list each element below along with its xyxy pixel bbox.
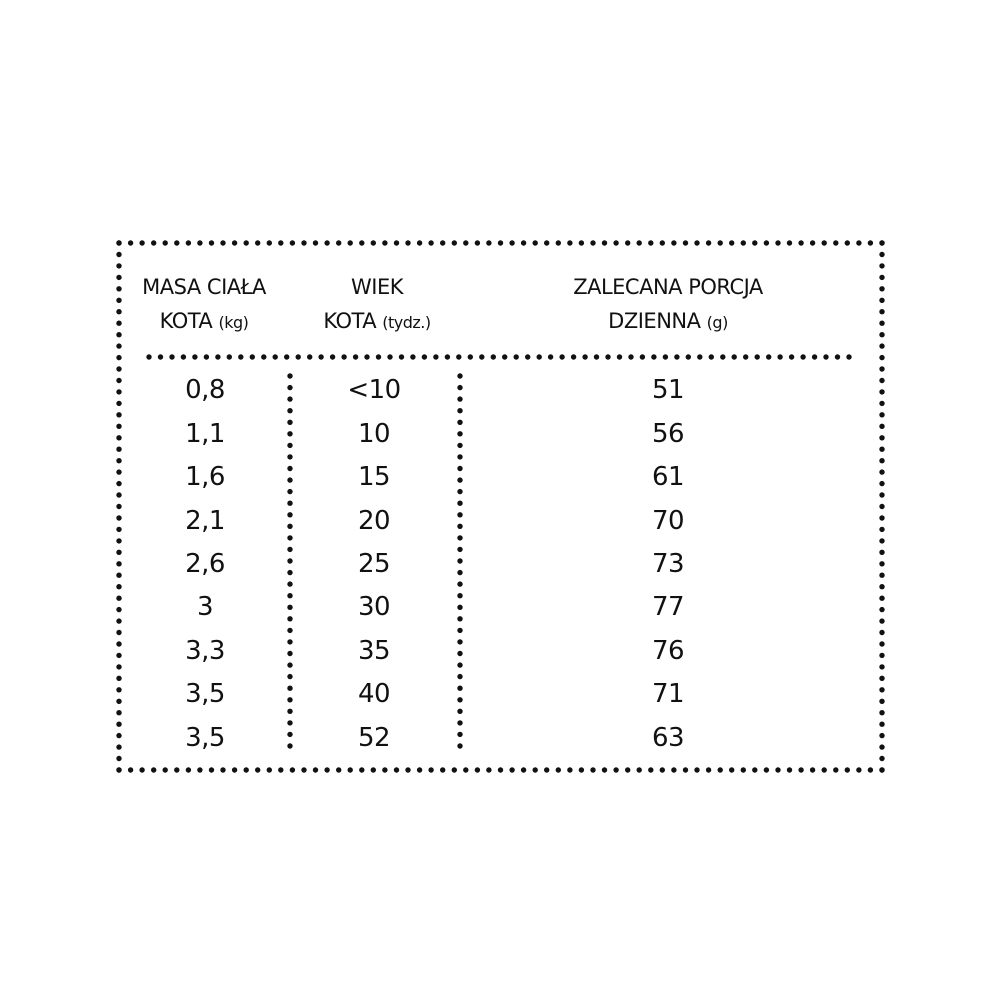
table-cell-mass: 2,1 bbox=[185, 506, 225, 536]
header-daily-portion-line1: ZALECANA PORCJA bbox=[573, 275, 763, 299]
header-daily-portion bbox=[573, 270, 763, 340]
column-separator-2-dots bbox=[457, 373, 462, 748]
header-body-mass-line1: MASA CIAŁA bbox=[142, 275, 266, 299]
table-cell-portion: 63 bbox=[651, 723, 685, 753]
header-age bbox=[323, 270, 430, 340]
table-cell-portion: 70 bbox=[651, 506, 685, 536]
header-age-line1: WIEK bbox=[351, 275, 403, 299]
table-cell-age: 20 bbox=[357, 506, 391, 536]
table-cell-age: 10 bbox=[357, 419, 391, 449]
table-cell-mass: 3,5 bbox=[185, 723, 225, 753]
table-cell-mass: 1,1 bbox=[185, 419, 225, 449]
table-cell-portion: 77 bbox=[651, 592, 685, 622]
header-body-mass-line2 bbox=[142, 304, 266, 340]
table-cell-mass: 0,8 bbox=[185, 375, 225, 405]
table-cell-mass: 2,6 bbox=[185, 549, 225, 579]
table-cell-mass: 3,5 bbox=[185, 679, 225, 709]
table-cell-mass: 3,3 bbox=[185, 636, 225, 666]
table-cell-age: 15 bbox=[357, 462, 391, 492]
table-cell-age: <10 bbox=[347, 375, 401, 405]
header-age-line2 bbox=[323, 304, 430, 340]
table-cell-mass: 3 bbox=[196, 592, 214, 622]
column-separator-1-dots bbox=[287, 373, 292, 748]
table-cell-portion: 73 bbox=[651, 549, 685, 579]
table-cell-portion: 51 bbox=[651, 375, 685, 405]
table-cell-mass: 1,6 bbox=[185, 462, 225, 492]
table-cell-age: 35 bbox=[357, 636, 391, 666]
table-cell-portion: 71 bbox=[651, 679, 685, 709]
frame-right-dots bbox=[879, 240, 884, 772]
table-cell-age: 52 bbox=[357, 723, 391, 753]
header-body-mass-main: KOTA bbox=[159, 309, 213, 333]
header-daily-portion-main: DZIENNA bbox=[608, 309, 701, 333]
header-separator-dots bbox=[146, 354, 851, 359]
frame-bottom-dots bbox=[116, 767, 884, 772]
header-age-main: KOTA bbox=[323, 309, 377, 333]
frame-top-dots bbox=[116, 240, 884, 245]
table-cell-age: 40 bbox=[357, 679, 391, 709]
table-cell-age: 25 bbox=[357, 549, 391, 579]
header-body-mass-unit: (kg) bbox=[218, 313, 249, 332]
header-daily-portion-line2 bbox=[573, 304, 763, 340]
header-body-mass bbox=[142, 270, 266, 340]
table-cell-portion: 76 bbox=[651, 636, 685, 666]
frame-left-dots bbox=[116, 240, 121, 772]
table-cell-portion: 56 bbox=[651, 419, 685, 449]
table-cell-portion: 61 bbox=[651, 462, 685, 492]
header-age-unit: (tydz.) bbox=[382, 313, 431, 332]
header-daily-portion-unit: (g) bbox=[706, 313, 728, 332]
table-cell-age: 30 bbox=[357, 592, 391, 622]
